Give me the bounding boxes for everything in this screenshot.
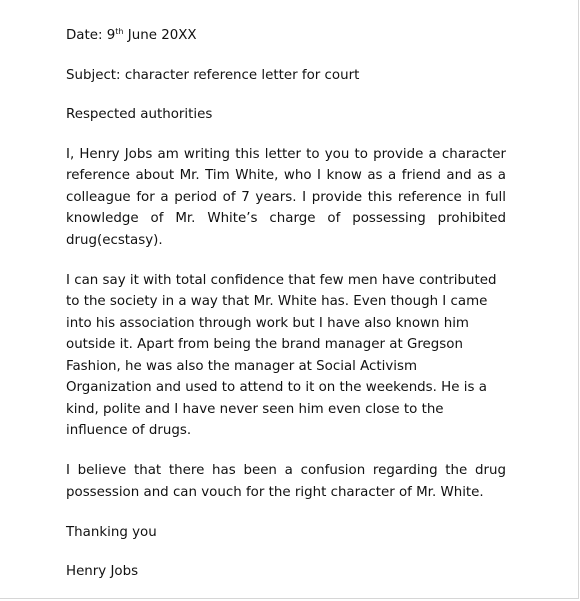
date-month-year: June 20XX <box>123 28 197 43</box>
letter-paragraph-1: I, Henry Jobs am writing this letter to you to provide a character reference about Mr. Tim White, who I know as a friend and as a colleague for a period of 7 years. I provide this reference in full knowledge of Mr. White’s charge of possessing prohibited drug(ecstasy). <box>66 146 506 248</box>
letter-closing: Thanking you <box>66 524 157 540</box>
date-ordinal-suffix: th <box>115 27 124 36</box>
letter-body <box>66 25 506 601</box>
letter-salutation: Respected authorities <box>66 107 213 122</box>
letter-subject: Subject: character reference letter for court <box>66 67 360 83</box>
letter-paragraph-2: I can say it with total confidence that few men have contributed to the society in a way that Mr. White has. Even though I came into his association through work but I have also known him outside it. Apart from being the brand manager at Gregson Fashion, he was also the manager at Social Activism Organization and used to attend to it on the weekends. He is a kind, polite and I have never seen him even close to the influence of drugs. <box>66 272 497 438</box>
date-prefix: Date: 9 <box>66 28 116 43</box>
letter-paragraph-3: I believe that there has been a confusion regarding the drug possession and can vouch for the right character of Mr. White. <box>66 463 506 500</box>
letter-date <box>66 25 506 47</box>
letter-signature: Henry Jobs <box>66 564 139 579</box>
